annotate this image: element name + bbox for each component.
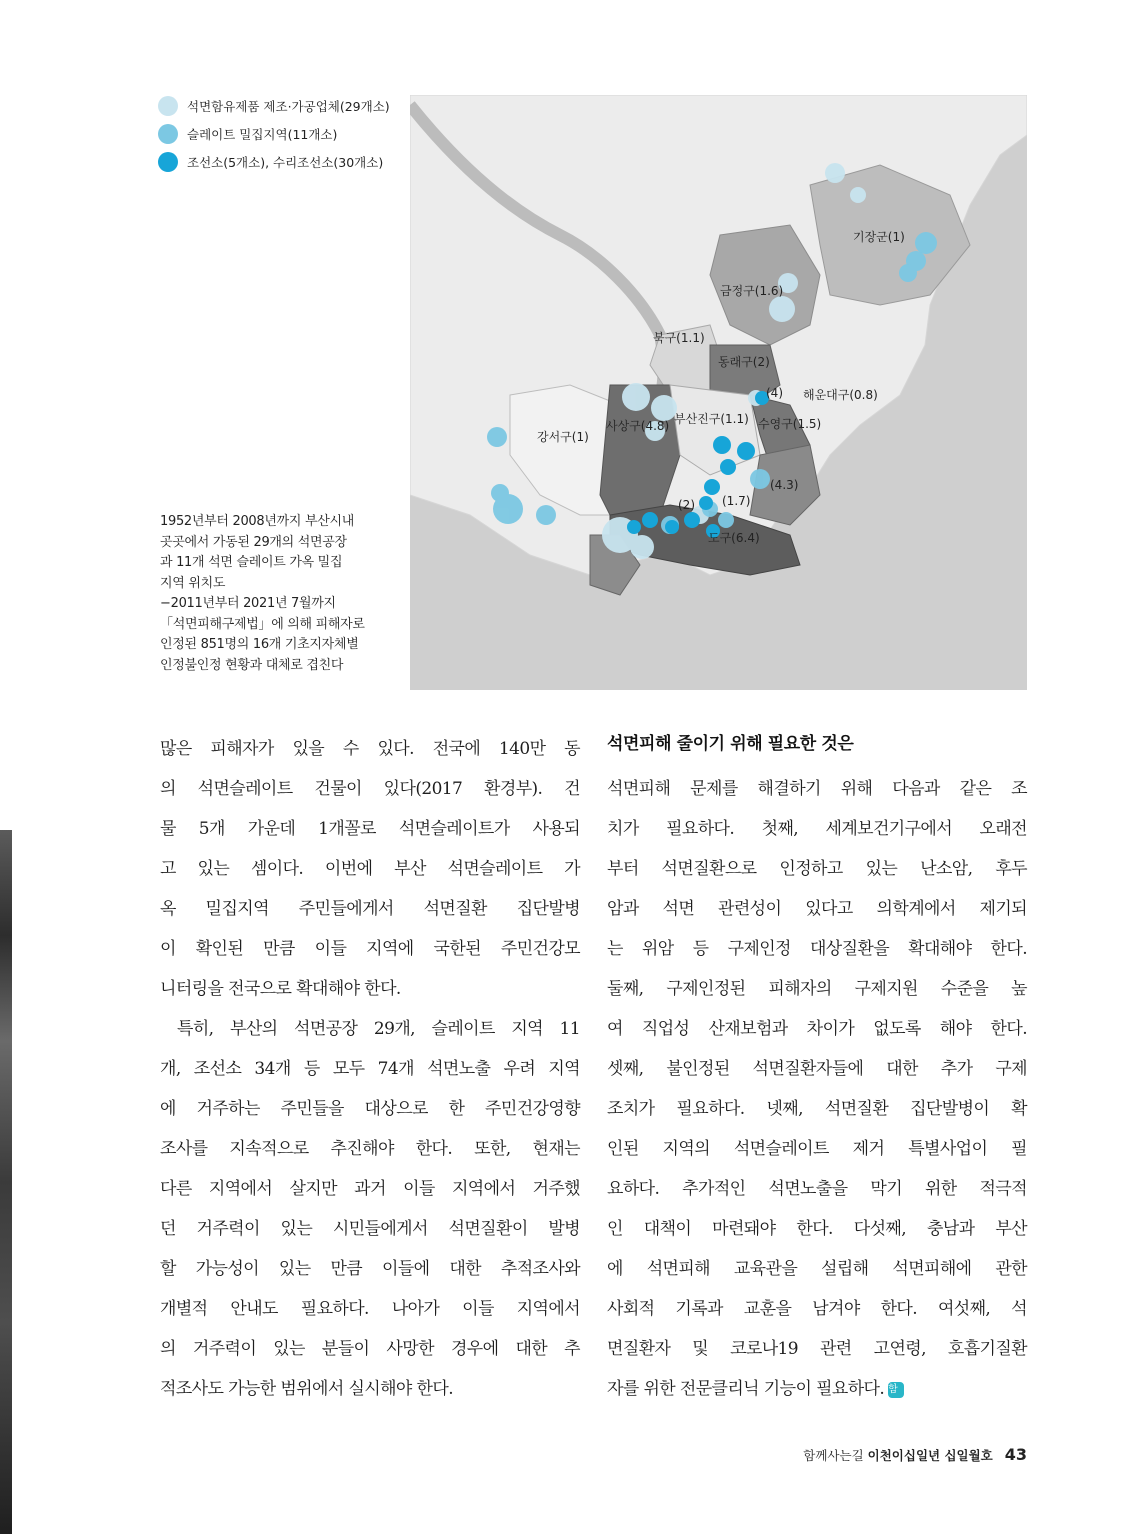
factory-marker	[850, 187, 866, 203]
map-legend	[158, 92, 408, 176]
legend-label: 석면함유제품 제조·가공업체(29개소)	[187, 99, 390, 114]
paragraph-line: 치가 필요하다. 첫째, 세계보건기구에서 오래전	[607, 819, 1027, 839]
shipyard-marker	[737, 442, 755, 460]
end-mark-icon: 함	[888, 1382, 904, 1398]
map-svg	[410, 95, 1027, 690]
shipyard-marker	[713, 436, 731, 454]
paragraph-line: 많은 피해자가 있을 수 있다. 전국에 140만 동	[160, 739, 580, 759]
footer-publication: 함께사는길	[803, 1448, 864, 1463]
slate-area-marker	[899, 264, 917, 282]
legend-label: 조선소(5개소), 수리조선소(30개소)	[187, 155, 384, 170]
shipyard-marker	[699, 496, 713, 510]
section-heading: 석면피해 줄이기 위해 필요한 것은	[607, 734, 854, 754]
paragraph-line: 조사를 지속적으로 추진해야 한다. 또한, 현재는	[160, 1139, 580, 1159]
paragraph-line: 면질환자 및 코로나19 관련 고연령, 호흡기질환	[607, 1339, 1027, 1359]
shipyard-marker	[627, 520, 641, 534]
caption-line: 곳곳에서 가동된 29개의 석면공장	[160, 534, 347, 550]
legend-item-slate-areas	[158, 120, 408, 148]
district-label: 강서구(1)	[537, 430, 589, 444]
district-label: 도구(6.4)	[708, 531, 760, 545]
slate-area-marker	[718, 512, 734, 528]
paragraph-line: 인 대책이 마련돼야 한다. 다섯째, 충남과 부산	[607, 1219, 1027, 1239]
caption-line: −2011년부터 2021년 7월까지	[160, 596, 336, 611]
legend-dot-icon	[158, 152, 178, 172]
slate-area-marker	[487, 427, 507, 447]
legend-dot-icon	[158, 124, 178, 144]
slate-area-marker	[915, 232, 937, 254]
caption-line: 인정된 851명의 16개 기초지자체별	[160, 637, 359, 652]
adjacent-page-edge	[0, 0, 20, 1534]
factory-marker	[769, 296, 795, 322]
paragraph-line: 조치가 필요하다. 넷째, 석면질환 집단발병이 확	[607, 1099, 1027, 1119]
paragraph-line: 암과 석면 관련성이 있다고 의학계에서 제기되	[607, 899, 1027, 919]
shipyard-marker	[665, 520, 679, 534]
factory-marker	[622, 383, 650, 411]
shipyard-marker	[704, 479, 720, 495]
legend-dot-icon	[158, 96, 178, 116]
paragraph-line: 석면피해 문제를 해결하기 위해 다음과 같은 조	[607, 779, 1027, 799]
shipyard-marker	[642, 512, 658, 528]
paragraph-line: 개, 조선소 34개 등 모두 74개 석면노출 우려 지역	[160, 1059, 580, 1079]
paragraph-line: 셋째, 불인정된 석면질환자들에 대한 추가 구제	[607, 1059, 1027, 1079]
paragraph-line: 니터링을 전국으로 확대해야 한다.	[160, 979, 401, 999]
busan-asbestos-map	[410, 95, 1027, 690]
district-label: 사상구(4.8)	[606, 419, 670, 433]
paragraph-line: 할 가능성이 있는 만큼 이들에 대한 추적조사와	[160, 1259, 580, 1279]
paragraph-line: 의 거주력이 있는 분들이 사망한 경우에 대한 추	[160, 1339, 580, 1359]
district-label: 기장군(1)	[853, 230, 905, 244]
legend-label: 슬레이트 밀집지역(11개소)	[187, 127, 338, 142]
paragraph-line: 여 직업성 산재보험과 차이가 없도록 해야 한다.	[607, 1019, 1027, 1039]
factory-marker	[630, 535, 654, 559]
district-label: (2)	[678, 498, 695, 512]
district-label: (4)	[766, 386, 783, 400]
district-label: (4.3)	[770, 478, 799, 492]
paragraph-line: 는 위암 등 구제인정 대상질환을 확대해야 한다.	[607, 939, 1027, 959]
factory-marker	[825, 163, 845, 183]
map-caption	[160, 512, 400, 676]
district-label: 금정구(1.6)	[720, 284, 784, 298]
district-label: (1.7)	[722, 494, 751, 508]
paragraph-line: 옥 밀집지역 주민들에게서 석면질환 집단발병	[160, 899, 580, 919]
caption-line: 「석면피해구제법」에 의해 피해자로	[160, 616, 365, 632]
caption-line: 1952년부터 2008년까지 부산시내	[160, 514, 355, 529]
paragraph-line: 둘째, 구제인정된 피해자의 구제지원 수준을 높	[607, 979, 1027, 999]
paragraph-line: 적조사도 가능한 범위에서 실시해야 한다.	[160, 1379, 453, 1399]
paragraph-line: 개별적 안내도 필요하다. 나아가 이들 지역에서	[160, 1299, 580, 1319]
page-number: 43	[1004, 1445, 1027, 1464]
paragraph-line: 고 있는 셈이다. 이번에 부산 석면슬레이트 가	[160, 859, 580, 879]
paragraph-line: 특히, 부산의 석면공장 29개, 슬레이트 지역 11	[177, 1019, 580, 1039]
paragraph-line: 던 거주력이 있는 시민들에게서 석면질환이 발병	[160, 1219, 580, 1239]
body-column-left	[160, 729, 580, 1409]
caption-line: 지역 위치도	[160, 575, 226, 591]
slate-area-marker	[536, 505, 556, 525]
district-label: 부산진구(1.1)	[674, 412, 749, 426]
caption-line: 과 11개 석면 슬레이트 가옥 밀집	[160, 555, 343, 570]
paragraph-line: 에 거주하는 주민들을 대상으로 한 주민건강영향	[160, 1099, 580, 1119]
page-footer	[803, 1445, 1027, 1464]
paragraph-line: 다른 지역에서 살지만 과거 이들 지역에서 거주했	[160, 1179, 580, 1199]
footer-issue: 이천이십일년 십일월호	[867, 1448, 993, 1463]
district-label: 동래구(2)	[718, 355, 770, 369]
shipyard-marker	[684, 512, 700, 528]
paragraph-line: 부터 석면질환으로 인정하고 있는 난소암, 후두	[607, 859, 1027, 879]
paragraph-line: 물 5개 가운데 1개꼴로 석면슬레이트가 사용되	[160, 819, 580, 839]
paragraph-line: 의 석면슬레이트 건물이 있다(2017 환경부). 건	[160, 779, 580, 799]
legend-item-shipyards	[158, 148, 408, 176]
paragraph-line: 에 석면피해 교육관을 설립해 석면피해에 관한	[607, 1259, 1027, 1279]
district-label: 해운대구(0.8)	[803, 388, 878, 402]
paragraph-line-final	[607, 1369, 1027, 1409]
paragraph-line: 사회적 기록과 교훈을 남겨야 한다. 여섯째, 석	[607, 1299, 1027, 1319]
paragraph-line: 요하다. 추가적인 석면노출을 막기 위한 적극적	[607, 1179, 1027, 1199]
district-label: 북구(1.1)	[653, 331, 705, 345]
caption-line: 인정불인정 현황과 대체로 겹친다	[160, 657, 344, 673]
paragraph-line-text: 자를 위한 전문클리닉 기능이 필요하다.	[607, 1379, 885, 1399]
slate-area-marker	[493, 494, 523, 524]
slate-area-marker	[750, 469, 770, 489]
paragraph-line: 인된 지역의 석면슬레이트 제거 특별사업이 필	[607, 1139, 1027, 1159]
district-label: 수영구(1.5)	[758, 417, 822, 431]
legend-item-factories	[158, 92, 408, 120]
paragraph-line: 이 확인된 만큼 이들 지역에 국한된 주민건강모	[160, 939, 580, 959]
shipyard-marker	[720, 459, 736, 475]
body-column-right	[607, 729, 1027, 1409]
